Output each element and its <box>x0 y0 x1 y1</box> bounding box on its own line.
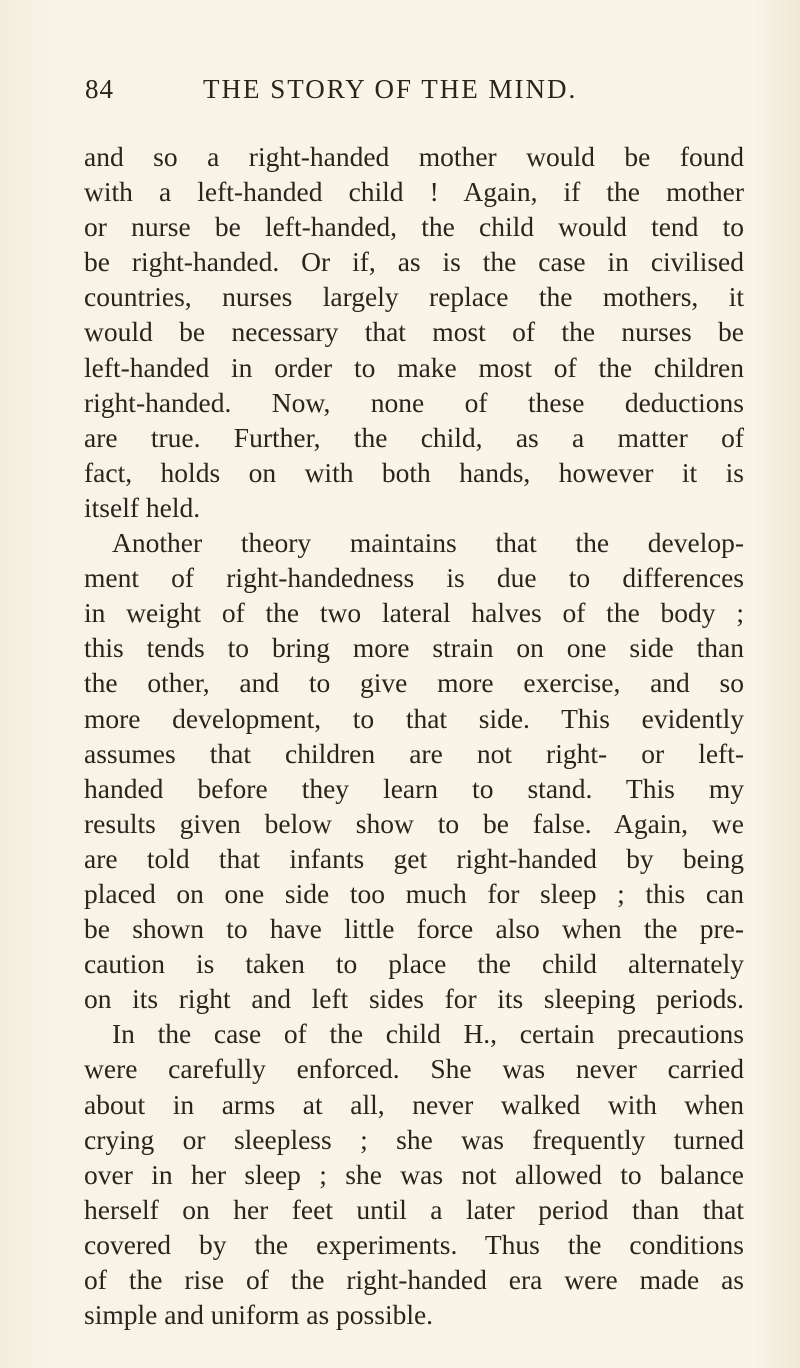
text-line: crying or sleepless ; she was frequently turned <box>84 1123 744 1155</box>
text-line: simple and uniform as possible. <box>84 1299 434 1331</box>
text-line: placed on one side too much for sleep ; this can <box>84 877 744 909</box>
text-line: results given below show to be false. Again, we <box>84 807 744 839</box>
text-line: would be necessary that most of the nurses be <box>84 316 744 348</box>
text-line: this tends to bring more strain on one side than <box>84 632 744 664</box>
text-line: right-handed. Now, none of these deductions <box>84 386 744 418</box>
text-line: left-handed in order to make most of the children <box>84 351 744 383</box>
text-line: about in arms at all, never walked with when <box>84 1088 744 1120</box>
text-line: are true. Further, the child, as a matter of <box>84 421 744 453</box>
text-line: more development, to that side. This evidently <box>84 702 744 734</box>
text-line: be shown to have little force also when the pre- <box>84 913 744 945</box>
running-title: THE STORY OF THE MIND. <box>203 74 578 104</box>
text-line: handed before they learn to stand. This my <box>84 772 744 804</box>
text-line: or nurse be left-handed, the child would tend to <box>84 211 744 243</box>
text-line: on its right and left sides for its sleeping periods. <box>84 983 744 1015</box>
text-line: are told that infants get right-handed by being <box>84 842 744 874</box>
text-line: the other, and to give more exercise, and so <box>84 667 744 699</box>
text-line: herself on her feet until a later period than that <box>84 1193 744 1225</box>
text-line: covered by the experiments. Thus the conditions <box>84 1228 744 1260</box>
text-line: in weight of the two lateral halves of the body ; <box>84 597 744 629</box>
text-line: and so a right-handed mother would be found <box>84 141 744 172</box>
text-line: were carefully enforced. She was never carried <box>84 1053 744 1085</box>
text-line: be right-handed. Or if, as is the case in civilised <box>84 246 744 278</box>
paragraph-start-line: In the case of the child H., certain precautions <box>112 1018 744 1050</box>
page-header <box>85 74 745 114</box>
text-line: fact, holds on with both hands, however it is <box>84 456 744 488</box>
text-line: itself held. <box>84 491 201 523</box>
text-line: assumes that children are not right- or left- <box>84 737 744 769</box>
body-text <box>84 139 744 1332</box>
text-line: ment of right-handedness is due to differences <box>84 562 744 594</box>
text-line: of the rise of the right-handed era were made as <box>84 1264 744 1295</box>
text-line: over in her sleep ; she was not allowed to balance <box>84 1158 744 1190</box>
text-line: countries, nurses largely replace the mothers, it <box>84 281 744 313</box>
text-line: with a left-handed child ! Again, if the mother <box>84 176 744 208</box>
text-line: caution is taken to place the child alternately <box>84 948 744 980</box>
paragraph-start-line: Another theory maintains that the develop- <box>112 527 744 559</box>
page-number: 84 <box>85 74 114 104</box>
